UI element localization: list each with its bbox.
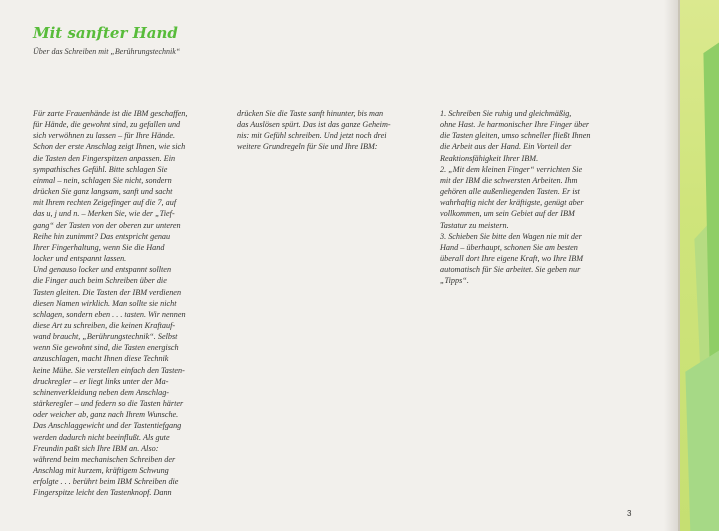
page-edge-divider bbox=[678, 0, 680, 531]
page-fold-shadow bbox=[664, 0, 678, 531]
page-number: 3 bbox=[627, 509, 632, 518]
page-subtitle: Über das Schreiben mit „Berührungstechnik“ bbox=[33, 47, 181, 56]
text-column-left bbox=[33, 108, 233, 498]
body-text-right: 1. Schreiben Sie ruhig und gleichmäßig, ohne Hast. Je harmonischer Ihre Finger über die Tasten gleiten, umso schneller fließt Ihnen die Arbeit aus der Hand. Ein Vorteil der Reaktionsfähigkeit Ihrer IBM. 2. „Mit dem kleinen Finger“ verrichten Sie mit der IBM die schwersten Arbeiten. Ihm gehören alle außenliegenden Tasten. Er ist wahrhaftig nicht der kräftigste, genügt aber vollkommen, um sein Gebiet auf der IBM Tastatur zu meistern. 3. Schieben Sie bitte den Wagen nie mit der Hand – überhaupt, schonen Sie am besten überall dort Ihre eigene Kraft, wo Ihre IBM automatisch für Sie arbeitet. Sie geben nur „Tipps“. bbox=[440, 109, 591, 286]
page-title: Mit sanfter Hand bbox=[33, 24, 178, 42]
body-text-middle: drücken Sie die Taste sanft hinunter, bis man das Auslösen spürt. Das ist das ganze Geheim- nis: mit Gefühl schreiben. Und jetzt noch drei weitere Grundregeln für Sie und Ihre IBM: bbox=[237, 109, 391, 152]
text-column-right bbox=[440, 108, 645, 287]
body-text-left: Für zarte Frauenhände ist die IBM geschaffen, für Hände, die gewohnt sind, zu gefallen und sich verwöhnen zu lassen – für Ihre Hände. Schon der erste Anschlag zeigt Ihnen, wie sich die Tasten den Fingerspitzen anpassen. Ein sympathisches Gefühl. Bitte schlagen Sie einmal – nein, schlagen Sie nicht, sondern drücken Sie ganz langsam, sanft und sacht mit Ihrem rechten Zeigefinger auf die 7, auf das u, j und n. – Merken Sie, wie der „Tief- gang“ der Tasten von der oberen zur unteren Reihe hin zunimmt? Das entspricht genau Ihrer Fingerhaltung, wenn Sie die Hand locker und entspannt lassen. Und genauso locker und entspannt sollten die Finger auch beim Schreiben über die Tasten gleiten. Die Tasten der IBM verdienen diesen Namen wirklich. Man sollte sie nicht schlagen, sondern eben . . . tasten. Wir nennen diese Art zu schreiben, die keinen Kraftauf- wand braucht, „Berührungstechnik“. Selbst wenn Sie gewohnt sind, die Tasten energisch anzuschlagen, macht Ihnen diese Technik keine Mühe. Sie verstellen einfach den Tasten- druckregler – er liegt links unter der Ma- schinenverkleidung neben dem Anschlag- stärkeregler – und federn so die Tasten härter oder weicher ab, ganz nach Ihrem Wunsche. Das Anschlaggewicht und der Tastentiefgang werden dadurch nicht beeinflußt. Als gute Freundin paßt sich Ihre IBM an. Also: während beim mechanischen Schreiben der Anschlag mit kurzem, kräftigem Schwung erfolgte . . . berührt beim IBM Schreiben die Fingerspitze leicht den Tastenknopf. Dann bbox=[33, 109, 188, 498]
text-column-middle bbox=[237, 108, 437, 153]
